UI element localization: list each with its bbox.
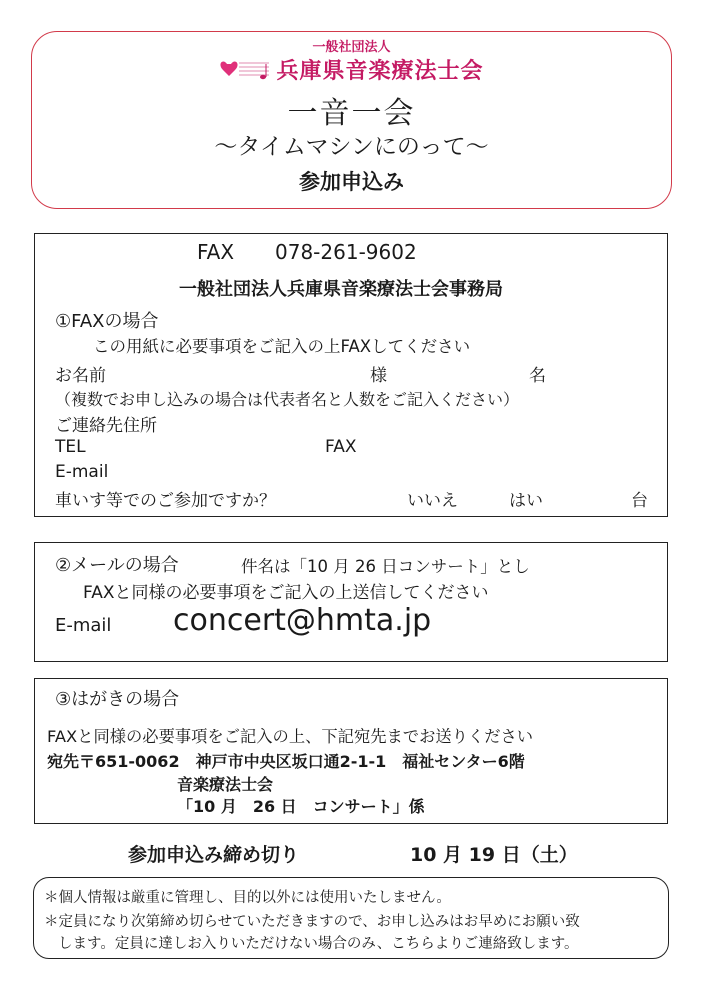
wheelchair-question: 車いす等でのご参加ですか？ (55, 491, 276, 511)
music-heart-logo-icon (219, 58, 271, 82)
deadline-label: 参加申込み締め切り (128, 844, 300, 866)
fax-number: 078-261-9602 (275, 240, 417, 264)
option-no: いいえ (407, 491, 458, 511)
fax-instruction: この用紙に必要事項をご記入の上FAXしてください (93, 337, 471, 356)
postcard-instruction: FAXと同様の必要事項をご記入の上、下記宛先までお送りください (47, 727, 534, 746)
note-privacy: ＊個人情報は厳重に管理し、目的以外には使用いたしません。 (44, 890, 451, 906)
office-name: 一般社団法人兵庫県音楽療法士会事務局 (179, 279, 503, 300)
email-label: E-mail (55, 462, 109, 482)
note-capacity-line1: ＊定員になり次第締め切らせていただきますので、お申し込みはお早めにお願い致 (44, 914, 580, 930)
mail-email-label: E-mail (55, 615, 112, 636)
option-yes: はい (509, 491, 543, 511)
postcard-recipient: 音楽療法士会 (177, 775, 274, 794)
count-suffix: 名 (529, 366, 546, 386)
address-label: ご連絡先住所 (55, 416, 157, 436)
mail-instruction: FAXと同様の必要事項をご記入の上送信してください (83, 583, 489, 603)
org-type: 一般社団法人 (312, 40, 391, 55)
multiple-note: （複数でお申し込みの場合は代表者名と人数をご記入ください） (55, 390, 520, 409)
postcard-attention: 「10 月 26 日 コンサート」係 (177, 797, 425, 816)
name-suffix: 様 (370, 366, 387, 386)
fax-heading: ①FAXの場合 (55, 311, 159, 332)
postcard-address: 宛先〒651-0062 神戸市中央区坂口通2-1-1 福祉センター6階 (47, 752, 525, 771)
postcard-section (34, 678, 668, 824)
notes-box (33, 877, 669, 959)
fax-section (34, 233, 668, 517)
fax-label: FAX (197, 240, 235, 264)
event-title: 一音一会 (287, 96, 416, 131)
mail-heading: ②メールの場合 (55, 555, 179, 576)
tel-label: TEL (55, 437, 86, 457)
header-box (31, 31, 672, 209)
email-address[interactable]: concert@hmta.jp (173, 603, 432, 638)
note-capacity-line2: します。定員に達しお入りいただけない場合のみ、こちらよりご連絡致します。 (58, 936, 579, 952)
event-subtitle: ～タイムマシンにのって～ (214, 134, 489, 160)
apply-heading: 参加申込み (299, 170, 404, 194)
fax-field-label: FAX (325, 437, 357, 457)
mail-section (34, 542, 668, 662)
name-label: お名前 (55, 366, 106, 386)
postcard-heading: ③はがきの場合 (55, 689, 180, 710)
unit-label: 台 (631, 491, 648, 511)
deadline-date: 10 月 19 日（土） (410, 844, 578, 866)
org-name-logo: 兵庫県音楽療法士会 (276, 59, 484, 84)
logo-row (32, 54, 671, 85)
mail-subject-note: 件名は「10 月 26 日コンサート」とし (241, 557, 530, 576)
